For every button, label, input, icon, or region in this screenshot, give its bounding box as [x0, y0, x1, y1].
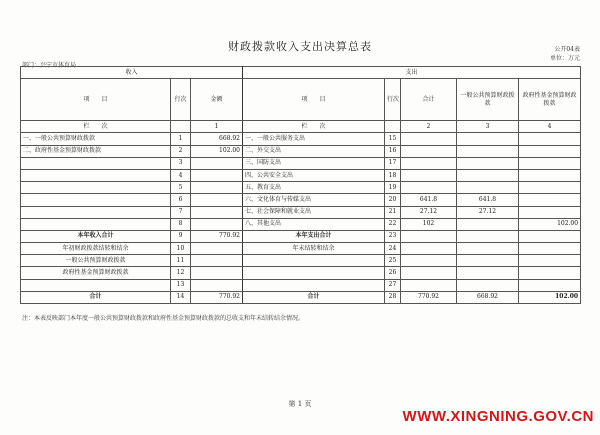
expense-gov-fund-cell [519, 145, 581, 157]
expense-row-number: 26 [385, 267, 401, 279]
expense-gov-fund-cell [519, 206, 581, 218]
expense-row-number: 25 [385, 255, 401, 267]
income-rowno-header: 行次 [171, 79, 191, 121]
table-row [21, 218, 581, 230]
table-row [21, 133, 581, 145]
expense-total-cell: 27.12 [401, 206, 457, 218]
expense-row-number: 22 [385, 218, 401, 230]
table-row [21, 206, 581, 218]
income-amount-cell [191, 255, 243, 267]
income-item-cell [21, 279, 171, 291]
expense-total-cell [401, 243, 457, 255]
expense-total-cell [401, 267, 457, 279]
expense-item-cell: 四、公共安全支出 [243, 169, 385, 181]
expense-total-cell [401, 157, 457, 169]
expense-general-budget-cell: 641.8 [457, 194, 519, 206]
expense-general-budget-cell [457, 218, 519, 230]
income-item-cell [21, 157, 171, 169]
page-number: 第 1 页 [288, 400, 312, 408]
expense-gov-fund-cell [519, 133, 581, 145]
expense-row-number: 20 [385, 194, 401, 206]
expense-item-header: 项 目 [243, 79, 385, 121]
expense-item-cell [243, 267, 385, 279]
income-amount-cell: 102.00 [191, 145, 243, 157]
expense-total-header: 合计 [401, 79, 457, 121]
expense-item-cell: 合计 [243, 291, 385, 303]
expense-row-number: 18 [385, 169, 401, 181]
income-row-number: 10 [171, 243, 191, 255]
table-row [21, 243, 581, 255]
expense-row-number: 16 [385, 145, 401, 157]
expense-general-budget-cell [457, 230, 519, 242]
income-item-cell [21, 206, 171, 218]
site-watermark: WWW.XINGNING.GOV.CN [402, 408, 594, 425]
expense-row-number: 27 [385, 279, 401, 291]
expense-general-budget-cell [457, 133, 519, 145]
income-item-cell: 本年收入合计 [21, 230, 171, 242]
page-title: 财政拨款收入支出决算总表 [228, 40, 372, 53]
income-amount-cell [191, 157, 243, 169]
expense-general-budget-cell: 27.12 [457, 206, 519, 218]
expense-gov-fund-cell [519, 157, 581, 169]
expense-total-cell [401, 255, 457, 267]
expense-total-cell [401, 133, 457, 145]
income-amount-cell: 770.92 [191, 291, 243, 303]
expense-total-cell [401, 145, 457, 157]
expense-gov-fund-cell [519, 194, 581, 206]
income-column-blank [171, 121, 191, 133]
table-row [21, 169, 581, 181]
income-row-number: 1 [171, 133, 191, 145]
form-code: 公开04表 [554, 46, 580, 53]
income-column-label: 栏 次 [21, 121, 171, 133]
table-row [21, 279, 581, 291]
income-item-cell [21, 218, 171, 230]
income-amount-header: 金额 [191, 79, 243, 121]
income-amount-cell: 770.92 [191, 230, 243, 242]
footnote: 注：本表反映部门本年度一般公共预算财政拨款和政府性基金预算财政拨款的总收支和年末结转结余情况。 [22, 315, 305, 322]
income-item-cell: 政府性基金预算财政拨款 [21, 267, 171, 279]
expense-gov-fund-cell [519, 243, 581, 255]
income-item-cell [21, 169, 171, 181]
expense-item-cell [243, 279, 385, 291]
income-row-number: 3 [171, 157, 191, 169]
table-row [21, 157, 581, 169]
expense-general-budget-cell [457, 169, 519, 181]
expense-gov-fund-cell: 102.00 [519, 291, 581, 303]
expense-gov-fund-cell [519, 230, 581, 242]
gov-fund-header: 政府性基金预算财政拨款 [519, 79, 581, 121]
expense-column-blank [385, 121, 401, 133]
table-row [21, 291, 581, 303]
expense-row-number: 19 [385, 182, 401, 194]
income-row-number: 11 [171, 255, 191, 267]
expense-item-cell: 二、外交支出 [243, 145, 385, 157]
expense-total-cell [401, 182, 457, 194]
expense-gov-fund-cell [519, 255, 581, 267]
table-row [21, 267, 581, 279]
expense-general-budget-cell: 668.92 [457, 291, 519, 303]
income-item-cell [21, 194, 171, 206]
expense-gov-fund-cell [519, 169, 581, 181]
income-amount-cell [191, 169, 243, 181]
header-row-sections [21, 67, 581, 79]
expense-item-cell: 三、国防支出 [243, 157, 385, 169]
expense-total-cell: 641.8 [401, 194, 457, 206]
income-item-cell [21, 182, 171, 194]
income-amount-cell [191, 279, 243, 291]
income-column-1: 1 [191, 121, 243, 133]
table-row [21, 255, 581, 267]
income-row-number: 13 [171, 279, 191, 291]
income-row-number: 7 [171, 206, 191, 218]
expense-general-budget-cell [457, 279, 519, 291]
expense-general-budget-cell [457, 267, 519, 279]
expense-column-2: 2 [401, 121, 457, 133]
income-row-number: 6 [171, 194, 191, 206]
expense-row-number: 15 [385, 133, 401, 145]
expense-general-budget-cell [457, 243, 519, 255]
expense-item-cell: 五、教育支出 [243, 182, 385, 194]
expense-gov-fund-cell [519, 279, 581, 291]
income-amount-cell [191, 206, 243, 218]
expense-column-3: 3 [457, 121, 519, 133]
income-row-number: 8 [171, 218, 191, 230]
expense-total-cell [401, 169, 457, 181]
income-item-cell: 一、一般公共预算财政拨款 [21, 133, 171, 145]
table-row [21, 194, 581, 206]
expense-item-cell: 八、其他支出 [243, 218, 385, 230]
expense-header: 支出 [243, 67, 581, 79]
income-row-number: 4 [171, 169, 191, 181]
income-row-number: 9 [171, 230, 191, 242]
income-amount-cell [191, 218, 243, 230]
expense-total-cell: 102 [401, 218, 457, 230]
expense-gov-fund-cell: 102.00 [519, 218, 581, 230]
income-header: 收入 [21, 67, 243, 79]
expense-total-cell [401, 279, 457, 291]
column-index-row [21, 121, 581, 133]
unit-label: 单位：万元 [549, 55, 580, 62]
expense-rowno-header: 行次 [385, 79, 401, 121]
expense-item-cell: 本年支出合计 [243, 230, 385, 242]
expense-item-cell [243, 255, 385, 267]
income-row-number: 12 [171, 267, 191, 279]
expense-total-cell: 770.92 [401, 291, 457, 303]
income-item-cell: 二、政府性基金预算财政拨款 [21, 145, 171, 157]
expense-gov-fund-cell [519, 267, 581, 279]
income-row-number: 14 [171, 291, 191, 303]
income-amount-cell: 668.92 [191, 133, 243, 145]
income-item-cell: 年初财政拨款结转和结余 [21, 243, 171, 255]
income-row-number: 2 [171, 145, 191, 157]
expense-item-cell: 六、文化体育与传媒支出 [243, 194, 385, 206]
general-budget-header: 一般公共预算财政拨款 [457, 79, 519, 121]
expense-general-budget-cell [457, 145, 519, 157]
income-item-header: 项 目 [21, 79, 171, 121]
income-amount-cell [191, 243, 243, 255]
income-item-cell: 一般公共预算财政拨款 [21, 255, 171, 267]
table-row [21, 230, 581, 242]
expense-row-number: 21 [385, 206, 401, 218]
table-row [21, 145, 581, 157]
expense-column-4: 4 [519, 121, 581, 133]
expense-general-budget-cell [457, 255, 519, 267]
expense-item-cell: 七、社会保障和就业支出 [243, 206, 385, 218]
income-amount-cell [191, 194, 243, 206]
income-amount-cell [191, 267, 243, 279]
expense-row-number: 24 [385, 243, 401, 255]
department-label: 部门：兴宁市体育局 [22, 62, 77, 69]
table-row [21, 182, 581, 194]
income-amount-cell [191, 182, 243, 194]
income-item-cell: 合计 [21, 291, 171, 303]
expense-row-number: 17 [385, 157, 401, 169]
expense-general-budget-cell [457, 182, 519, 194]
expense-column-label: 栏 次 [243, 121, 385, 133]
expense-item-cell: 一、一般公共服务支出 [243, 133, 385, 145]
income-row-number: 5 [171, 182, 191, 194]
expense-row-number: 23 [385, 230, 401, 242]
expense-general-budget-cell [457, 157, 519, 169]
expense-gov-fund-cell [519, 182, 581, 194]
expense-item-cell: 年末结转和结余 [243, 243, 385, 255]
expense-row-number: 28 [385, 291, 401, 303]
budget-table [20, 66, 581, 304]
expense-total-cell [401, 230, 457, 242]
